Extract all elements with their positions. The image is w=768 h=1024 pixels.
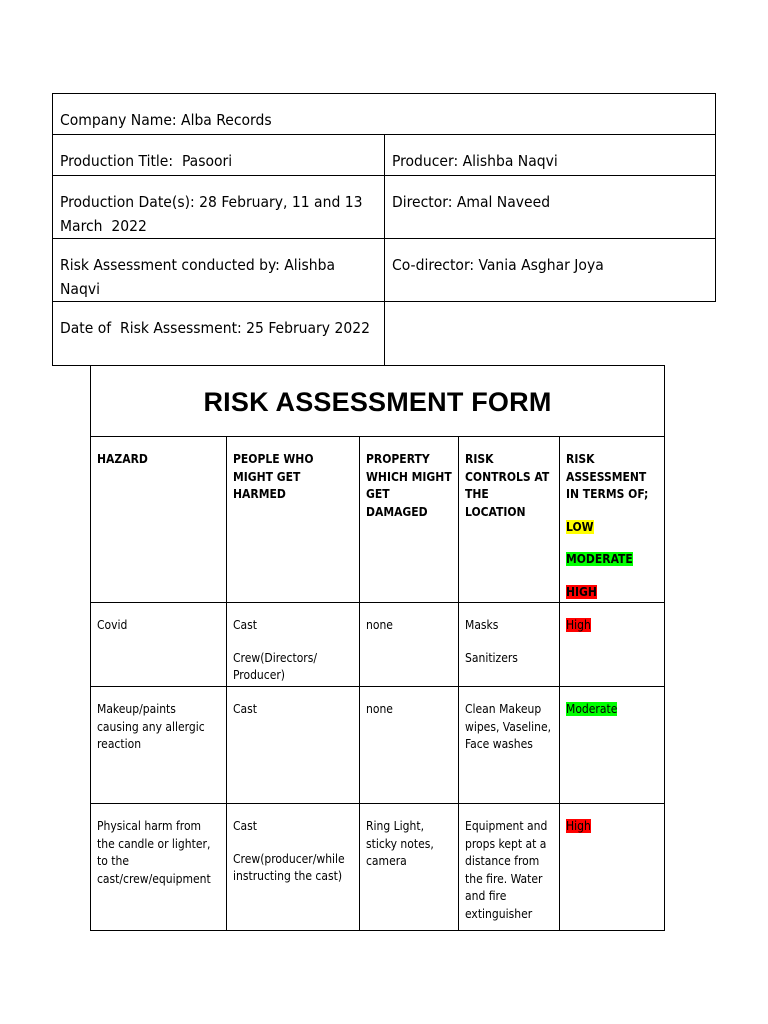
company-name-cell — [52, 93, 716, 135]
hazard-text: Makeup/paints causing any allergic reaction — [97, 702, 205, 751]
production-dates-cell — [52, 175, 385, 239]
controls-text: Equipment and props kept at a distance from the fire. Water and fire extinguisher — [465, 819, 548, 921]
table-row-1-property — [359, 602, 459, 687]
table-row-2-risk — [559, 686, 665, 804]
table-row-2-property — [359, 686, 459, 804]
people-text: Cast — [233, 819, 258, 833]
header-assessment-label: RISK ASSESSMENT IN TERMS OF; — [566, 452, 649, 501]
people-text: Crew(Directors/ Producer) — [233, 650, 317, 682]
table-row-1-risk — [559, 602, 665, 687]
header-property-label: PROPERTY WHICH MIGHT GET DAMAGED — [366, 452, 452, 519]
assessment-date: Date of Risk Assessment: 25 February 2022 — [60, 319, 370, 337]
table-row-3-hazard — [90, 803, 227, 931]
level-high-badge: HIGH — [566, 584, 597, 599]
director: Director: Amal Naveed — [392, 193, 551, 211]
form-title: RISK ASSESSMENT FORM — [203, 387, 552, 417]
assessment-date-cell — [52, 301, 385, 366]
co-director-cell — [384, 238, 716, 302]
producer: Producer: Alishba Naqvi — [392, 152, 558, 170]
production-title: Production Title: Pasoori — [60, 152, 233, 170]
form-title-cell — [90, 365, 665, 437]
header-controls-label: RISK CONTROLS AT THE LOCATION — [465, 452, 550, 519]
table-row-3-property — [359, 803, 459, 931]
table-row-2-controls — [458, 686, 560, 804]
table-row-1-people — [226, 602, 360, 687]
header-people-label: PEOPLE WHO MIGHT GET HARMED — [233, 452, 314, 501]
property-text: Ring Light, sticky notes, camera — [366, 819, 434, 868]
co-director: Co-director: Vania Asghar Joya — [392, 256, 604, 274]
table-row-3-risk — [559, 803, 665, 931]
production-dates: Production Date(s): 28 February, 11 and 13 March 2022 — [60, 193, 367, 235]
risk-badge-high: High — [566, 618, 591, 632]
hazard-text: Covid — [97, 618, 128, 632]
header-controls — [458, 436, 560, 603]
header-assessment — [559, 436, 665, 603]
table-row-2-hazard — [90, 686, 227, 804]
table-row-1-controls — [458, 602, 560, 687]
property-text: none — [366, 702, 393, 716]
risk-badge-moderate: Moderate — [566, 702, 618, 716]
conducted-by: Risk Assessment conducted by: Alishba Naqvi — [60, 256, 340, 298]
header-people — [226, 436, 360, 603]
hazard-text: Physical harm from the candle or lighter, to the cast/crew/equipment — [97, 819, 211, 886]
controls-text: Clean Makeup wipes, Vaseline, Face washes — [465, 702, 552, 751]
level-moderate-badge: MODERATE — [566, 552, 633, 566]
conducted-by-cell — [52, 238, 385, 302]
production-title-cell — [52, 134, 385, 176]
company-name: Company Name: Alba Records — [60, 111, 272, 129]
people-text: Cast — [233, 618, 258, 632]
table-row-1-hazard — [90, 602, 227, 687]
risk-badge-high: High — [566, 819, 591, 833]
table-row-3-controls — [458, 803, 560, 931]
header-property — [359, 436, 459, 603]
controls-text: Sanitizers — [465, 650, 518, 665]
people-text: Cast — [233, 702, 258, 716]
director-cell — [384, 175, 716, 239]
producer-cell — [384, 134, 716, 176]
table-row-2-people — [226, 686, 360, 804]
property-text: none — [366, 618, 393, 632]
table-row-3-people — [226, 803, 360, 931]
level-low-badge: LOW — [566, 519, 594, 534]
header-hazard-label: HAZARD — [97, 452, 148, 466]
controls-text: Masks — [465, 618, 499, 632]
people-text: Crew(producer/while instructing the cast) — [233, 851, 345, 883]
header-hazard — [90, 436, 227, 603]
